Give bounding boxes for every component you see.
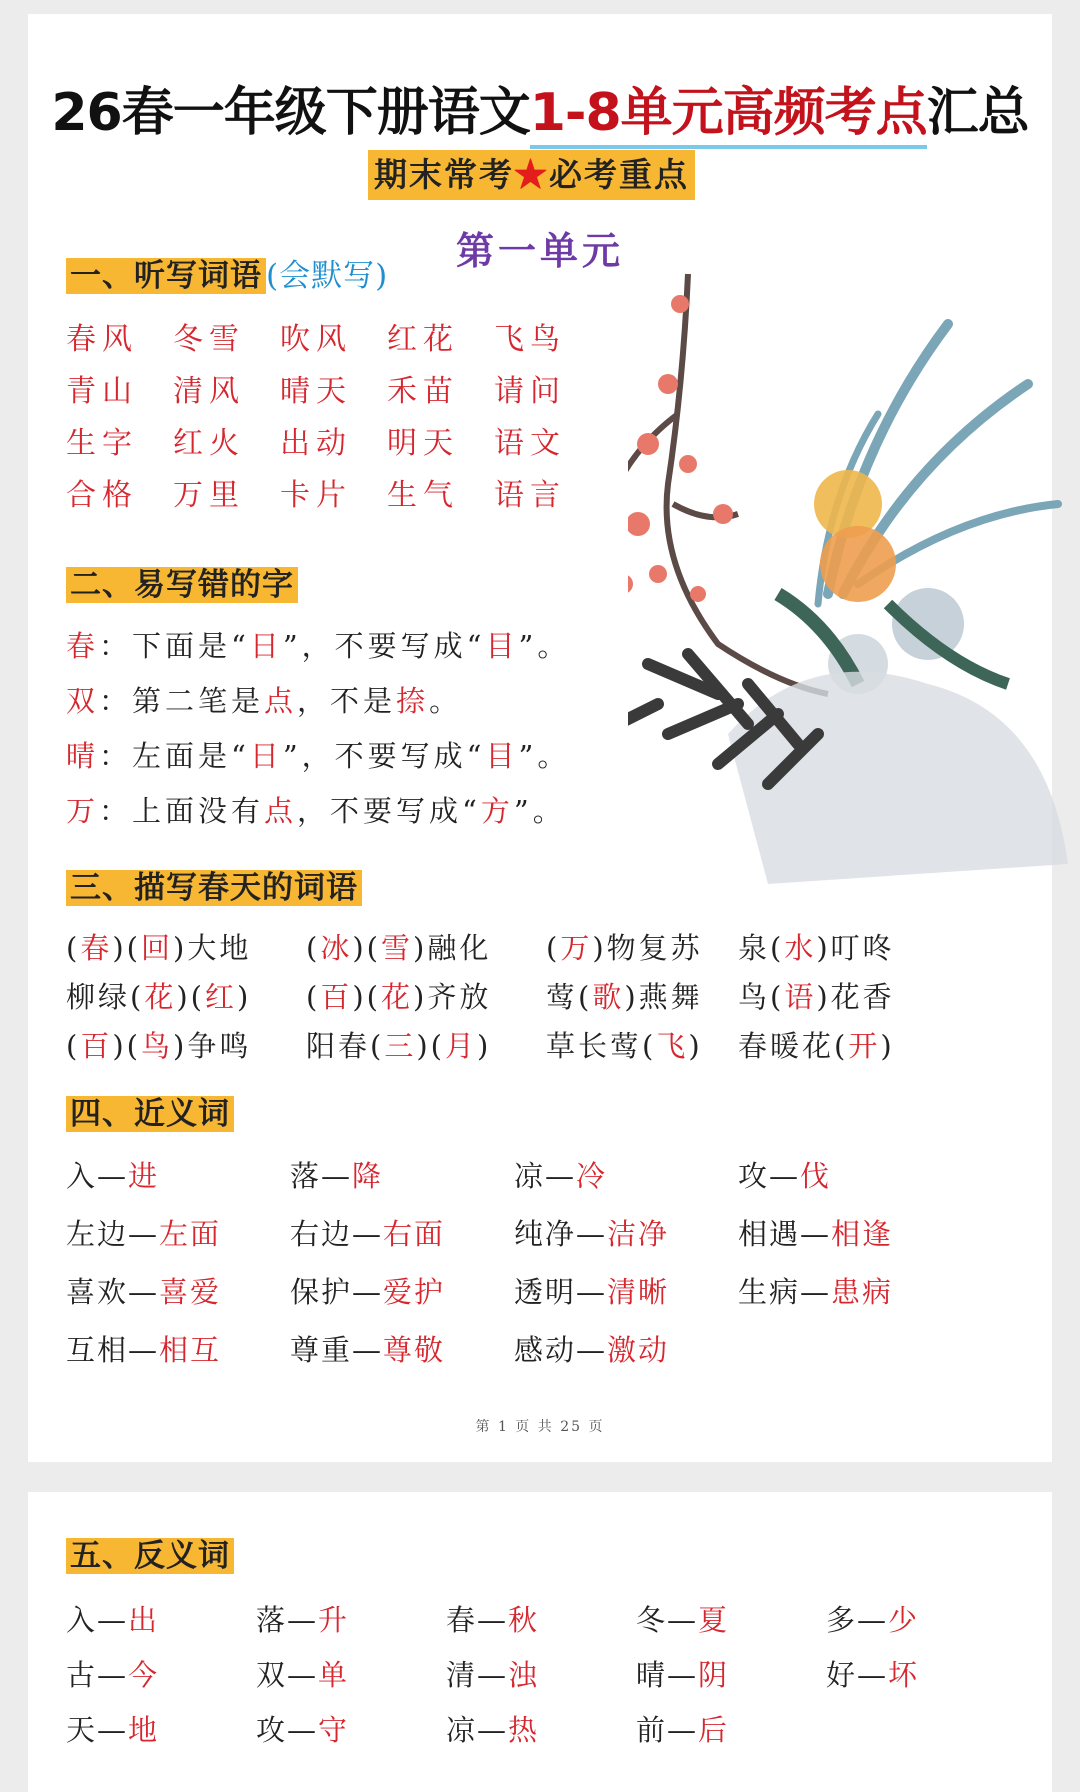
antonym-answer: 守 — [318, 1713, 350, 1747]
dash-separator: — — [857, 1658, 889, 1692]
dictation-word: 禾苗 — [387, 374, 459, 409]
synonym-answer: 相互 — [159, 1333, 222, 1367]
highlighted-char: 目 — [485, 629, 519, 663]
synonym-answer: 右面 — [383, 1217, 446, 1251]
phrase-text: )( — [352, 931, 381, 965]
phrase-text: ) — [477, 1029, 492, 1063]
spring-phrase — [306, 926, 491, 967]
antonym-pair — [66, 1598, 159, 1639]
synonym-answer: 降 — [352, 1159, 384, 1193]
dictation-word: 红花 — [387, 322, 459, 357]
note-text: ”。 — [518, 739, 571, 773]
error-char-item — [66, 679, 462, 720]
section-antonyms-heading — [66, 1532, 234, 1580]
dictation-word: 生字 — [66, 426, 138, 461]
synonym-answer: 洁净 — [607, 1217, 670, 1251]
antonym-word: 入 — [66, 1603, 98, 1637]
dictation-word: 万里 — [173, 478, 245, 513]
note-text: 。 — [429, 684, 463, 718]
phrase-text: )( — [416, 1029, 445, 1063]
antonym-pair — [826, 1598, 919, 1639]
title-prefix: 26春一年级下册语文 — [51, 83, 530, 143]
antonym-answer: 夏 — [698, 1603, 730, 1637]
note-text: ：左面是“ — [99, 739, 250, 773]
dash-separator: — — [769, 1159, 801, 1193]
dash-separator: — — [477, 1603, 509, 1637]
chrysanthemum-icon — [778, 470, 1008, 694]
antonym-pair — [636, 1708, 729, 1749]
dictation-word: 飞鸟 — [494, 322, 566, 357]
section-error-chars-heading — [66, 561, 298, 609]
dash-separator: — — [800, 1217, 832, 1251]
note-text: ：第二笔是 — [99, 684, 265, 718]
note-text: ：上面没有 — [99, 794, 265, 828]
filled-char: 飞 — [656, 1029, 689, 1063]
dash-separator: — — [128, 1275, 160, 1309]
antonym-answer: 升 — [318, 1603, 350, 1637]
synonym-word: 尊重 — [290, 1333, 353, 1367]
section-spring-words-heading — [66, 864, 362, 912]
phrase-text: 莺( — [546, 980, 593, 1014]
dash-separator: — — [800, 1275, 832, 1309]
antonym-word: 天 — [66, 1713, 98, 1747]
antonym-word: 晴 — [636, 1658, 668, 1692]
synonym-answer: 激动 — [607, 1333, 670, 1367]
banner-left: 期末常考 — [374, 155, 514, 194]
highlighted-char: 点 — [264, 794, 298, 828]
section-synonyms-heading — [66, 1090, 234, 1138]
synonym-pair — [738, 1154, 831, 1195]
phrase-text: ( — [66, 931, 81, 965]
error-char-item — [66, 624, 570, 665]
section-dictation-title: 一、听写词语 — [66, 258, 266, 294]
note-text: ，不是 — [297, 684, 397, 718]
spring-phrase — [306, 1024, 491, 1065]
phrase-text: )花香 — [816, 980, 895, 1014]
dictation-word: 清风 — [173, 374, 245, 409]
phrase-text: )物复苏 — [592, 931, 703, 965]
synonym-pair — [514, 1270, 669, 1311]
synonym-pair — [290, 1328, 445, 1369]
synonym-word: 攻 — [738, 1159, 770, 1193]
banner-right: 必考重点 — [549, 155, 689, 194]
spring-phrase — [546, 926, 703, 967]
antonym-word: 落 — [256, 1603, 288, 1637]
highlighted-char: 双 — [66, 684, 100, 718]
synonym-word: 纯净 — [514, 1217, 577, 1251]
synonym-word: 右边 — [290, 1217, 353, 1251]
spring-phrase — [738, 926, 895, 967]
antonym-pair — [66, 1708, 159, 1749]
dash-separator: — — [321, 1159, 353, 1193]
antonym-pair — [826, 1653, 919, 1694]
dash-separator: — — [97, 1658, 129, 1692]
antonym-answer: 今 — [128, 1658, 160, 1692]
filled-char: 三 — [384, 1029, 417, 1063]
dictation-word: 生气 — [387, 478, 459, 513]
phrase-text: 泉( — [738, 931, 785, 965]
dash-separator: — — [477, 1713, 509, 1747]
synonym-pair — [66, 1270, 221, 1311]
filled-char: 花 — [144, 980, 177, 1014]
highlighted-char: 日 — [249, 629, 283, 663]
dictation-word: 合格 — [66, 478, 138, 513]
phrase-text: )叮咚 — [816, 931, 895, 965]
synonym-word: 感动 — [514, 1333, 577, 1367]
antonym-word: 凉 — [446, 1713, 478, 1747]
filled-char: 春 — [80, 931, 113, 965]
synonym-pair — [514, 1154, 607, 1195]
antonym-answer: 阴 — [698, 1658, 730, 1692]
dictation-word: 出动 — [280, 426, 352, 461]
phrase-text: )齐放 — [413, 980, 492, 1014]
antonym-answer: 坏 — [888, 1658, 920, 1692]
phrase-text: 草长莺( — [546, 1029, 657, 1063]
spring-phrase — [738, 1024, 895, 1065]
dash-separator: — — [287, 1713, 319, 1747]
filled-char: 百 — [80, 1029, 113, 1063]
note-text: ，不要写成“ — [297, 794, 481, 828]
synonym-pair — [514, 1212, 669, 1253]
synonym-pair — [738, 1212, 893, 1253]
synonym-word: 落 — [290, 1159, 322, 1193]
note-text: ”。 — [518, 629, 571, 663]
antonym-pair — [446, 1708, 539, 1749]
filled-char: 万 — [560, 931, 593, 965]
antonym-answer: 单 — [318, 1658, 350, 1692]
phrase-text: 鸟( — [738, 980, 785, 1014]
antonym-word: 春 — [446, 1603, 478, 1637]
phrase-text: )燕舞 — [624, 980, 703, 1014]
synonym-answer: 伐 — [800, 1159, 832, 1193]
synonym-answer: 尊敬 — [383, 1333, 446, 1367]
antonym-answer: 浊 — [508, 1658, 540, 1692]
synonym-pair — [290, 1212, 445, 1253]
dash-separator: — — [545, 1159, 577, 1193]
note-text: ：下面是“ — [99, 629, 250, 663]
antonym-word: 冬 — [636, 1603, 668, 1637]
dash-separator: — — [352, 1333, 384, 1367]
antonym-pair — [446, 1653, 539, 1694]
synonym-pair — [290, 1270, 445, 1311]
filled-char: 歌 — [592, 980, 625, 1014]
synonym-answer: 爱护 — [383, 1275, 446, 1309]
antonym-pair — [636, 1598, 729, 1639]
synonym-answer: 相逢 — [831, 1217, 894, 1251]
phrase-text: 阳春( — [306, 1029, 385, 1063]
section-error-chars-title: 二、易写错的字 — [66, 567, 298, 603]
dash-separator: — — [97, 1603, 129, 1637]
antonym-pair — [66, 1653, 159, 1694]
synonym-answer: 冷 — [576, 1159, 608, 1193]
spring-phrase — [66, 1024, 251, 1065]
note-text: ”，不要写成“ — [282, 739, 486, 773]
phrase-text: )融化 — [413, 931, 492, 965]
dictation-word: 明天 — [387, 426, 459, 461]
antonym-pair — [256, 1653, 349, 1694]
error-char-item — [66, 789, 566, 830]
dash-separator: — — [576, 1275, 608, 1309]
phrase-text: )( — [112, 1029, 141, 1063]
synonym-word: 透明 — [514, 1275, 577, 1309]
filled-char: 红 — [204, 980, 237, 1014]
dictation-word: 吹风 — [280, 322, 352, 357]
antonym-word: 清 — [446, 1658, 478, 1692]
filled-char: 水 — [784, 931, 817, 965]
document-title — [28, 70, 1052, 145]
dictation-word: 冬雪 — [173, 322, 245, 357]
highlighted-char: 捺 — [396, 684, 430, 718]
dash-separator: — — [477, 1658, 509, 1692]
antonym-word: 古 — [66, 1658, 98, 1692]
exam-banner — [368, 150, 695, 200]
antonym-pair — [446, 1598, 539, 1639]
synonym-pair — [514, 1328, 669, 1369]
phrase-text: ) — [237, 980, 252, 1014]
plum-blossom-icon — [628, 295, 733, 602]
page-footer: 第 1 页 共 25 页 — [475, 1419, 605, 1435]
synonym-answer: 进 — [128, 1159, 160, 1193]
antonym-answer: 秋 — [508, 1603, 540, 1637]
highlighted-char: 春 — [66, 629, 100, 663]
dictation-word: 卡片 — [280, 478, 352, 513]
highlighted-char: 点 — [264, 684, 298, 718]
phrase-text: ( — [546, 931, 561, 965]
dash-separator: — — [128, 1333, 160, 1367]
phrase-text: )大地 — [173, 931, 252, 965]
note-text: ”，不要写成“ — [282, 629, 486, 663]
antonym-word: 双 — [256, 1658, 288, 1692]
antonym-word: 前 — [636, 1713, 668, 1747]
filled-char: 回 — [140, 931, 173, 965]
phrase-text: ) — [688, 1029, 703, 1063]
filled-char: 花 — [380, 980, 413, 1014]
filled-char: 冰 — [320, 931, 353, 965]
antonym-word: 多 — [826, 1603, 858, 1637]
synonym-word: 左边 — [66, 1217, 129, 1251]
dictation-word: 语文 — [494, 426, 566, 461]
filled-char: 鸟 — [140, 1029, 173, 1063]
synonym-word: 喜欢 — [66, 1275, 129, 1309]
unit-title: 第一单元 — [455, 228, 624, 273]
dash-separator: — — [576, 1333, 608, 1367]
antonym-answer: 热 — [508, 1713, 540, 1747]
dictation-word: 春风 — [66, 322, 138, 357]
phrase-text: 春暖花( — [738, 1029, 849, 1063]
filled-char: 语 — [784, 980, 817, 1014]
synonym-word: 入 — [66, 1159, 98, 1193]
dictation-word: 语言 — [494, 478, 566, 513]
error-char-item — [66, 734, 570, 775]
highlighted-char: 方 — [480, 794, 514, 828]
highlighted-char: 晴 — [66, 739, 100, 773]
star-icon: ★ — [514, 155, 549, 194]
synonym-word: 互相 — [66, 1333, 129, 1367]
dash-separator: — — [667, 1658, 699, 1692]
dictation-word: 红火 — [173, 426, 245, 461]
plum-branch-icon — [628, 274, 828, 694]
antonym-answer: 少 — [888, 1603, 920, 1637]
spring-phrase — [738, 975, 895, 1016]
phrase-text: ( — [66, 1029, 81, 1063]
antonym-pair — [636, 1653, 729, 1694]
filled-char: 开 — [848, 1029, 881, 1063]
dash-separator: — — [97, 1713, 129, 1747]
highlighted-char: 万 — [66, 794, 100, 828]
page-1 — [28, 14, 1052, 1462]
highlighted-char: 目 — [485, 739, 519, 773]
synonym-pair — [290, 1154, 383, 1195]
section-dictation-heading — [66, 252, 388, 300]
synonym-word: 凉 — [514, 1159, 546, 1193]
antonym-answer: 地 — [128, 1713, 160, 1747]
synonym-word: 生病 — [738, 1275, 801, 1309]
filled-char: 百 — [320, 980, 353, 1014]
dash-separator: — — [667, 1603, 699, 1637]
antonym-word: 攻 — [256, 1713, 288, 1747]
section-synonyms-title: 四、近义词 — [66, 1096, 234, 1132]
section-spring-words-title: 三、描写春天的词语 — [66, 870, 362, 906]
title-suffix: 汇总 — [926, 83, 1029, 143]
highlighted-char: 日 — [249, 739, 283, 773]
title-highlight: 1-8单元高频考点 — [530, 83, 927, 149]
page-2 — [28, 1492, 1052, 1792]
phrase-text: ) — [880, 1029, 895, 1063]
dash-separator: — — [287, 1658, 319, 1692]
dash-separator: — — [352, 1217, 384, 1251]
phrase-text: 柳绿( — [66, 980, 145, 1014]
synonym-pair — [66, 1212, 221, 1253]
flower-painting — [628, 264, 1068, 904]
section-dictation-note: (会默写) — [266, 258, 389, 294]
dash-separator: — — [667, 1713, 699, 1747]
synonym-word: 相遇 — [738, 1217, 801, 1251]
synonym-answer: 喜爱 — [159, 1275, 222, 1309]
phrase-text: )( — [352, 980, 381, 1014]
synonym-answer: 左面 — [159, 1217, 222, 1251]
phrase-text: )争鸣 — [173, 1029, 252, 1063]
section-antonyms-title: 五、反义词 — [66, 1538, 234, 1574]
dictation-word: 请问 — [494, 374, 566, 409]
dash-separator: — — [857, 1603, 889, 1637]
synonym-pair — [66, 1328, 221, 1369]
antonym-word: 好 — [826, 1658, 858, 1692]
synonym-answer: 清晰 — [607, 1275, 670, 1309]
dash-separator: — — [128, 1217, 160, 1251]
synonym-pair — [738, 1270, 893, 1311]
filled-char: 雪 — [380, 931, 413, 965]
spring-phrase — [66, 975, 251, 1016]
antonym-answer: 后 — [698, 1713, 730, 1747]
antonym-answer: 出 — [128, 1603, 160, 1637]
spring-phrase — [546, 1024, 703, 1065]
dictation-word: 晴天 — [280, 374, 352, 409]
synonym-word: 保护 — [290, 1275, 353, 1309]
dash-separator: — — [97, 1159, 129, 1193]
antonym-pair — [256, 1598, 349, 1639]
dash-separator: — — [352, 1275, 384, 1309]
note-text: ”。 — [513, 794, 566, 828]
spring-phrase — [66, 926, 251, 967]
phrase-text: )( — [176, 980, 205, 1014]
filled-char: 月 — [444, 1029, 477, 1063]
dash-separator: — — [287, 1603, 319, 1637]
synonym-answer: 患病 — [831, 1275, 894, 1309]
dictation-word: 青山 — [66, 374, 138, 409]
spring-phrase — [306, 975, 491, 1016]
phrase-text: ( — [306, 980, 321, 1014]
phrase-text: ( — [306, 931, 321, 965]
phrase-text: )( — [112, 931, 141, 965]
synonym-pair — [66, 1154, 159, 1195]
spring-phrase — [546, 975, 703, 1016]
antonym-pair — [256, 1708, 349, 1749]
dash-separator: — — [576, 1217, 608, 1251]
